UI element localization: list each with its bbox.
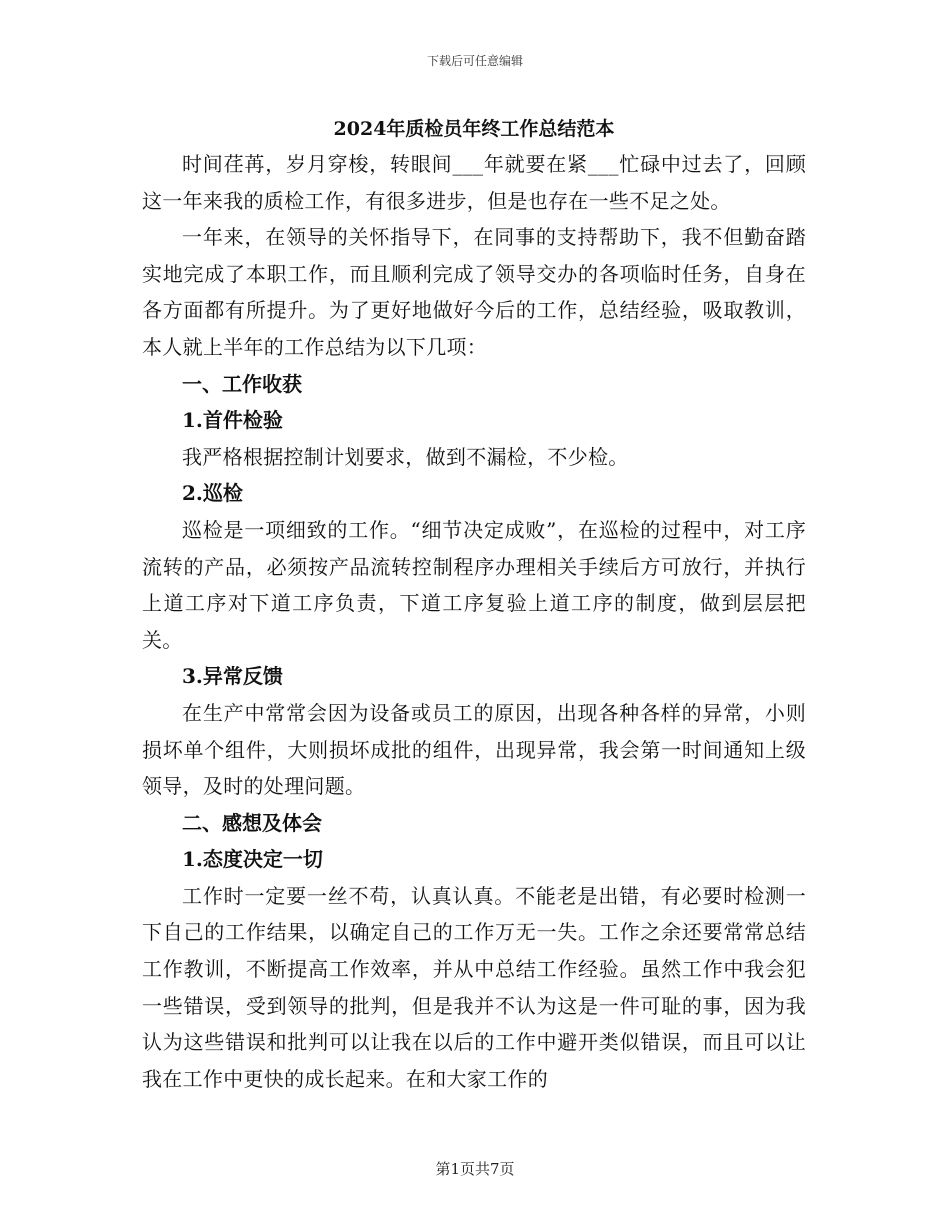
subheading-attitude: 1.态度决定一切: [182, 847, 323, 872]
page-footer: 第1页共7页: [435, 1160, 515, 1178]
document-title: 2024年质检员年终工作总结范本: [333, 118, 615, 140]
section-heading-reflections: 二、感想及体会: [182, 810, 322, 835]
section-heading-work-gains: 一、工作收获: [182, 371, 302, 396]
paragraph-attitude: 工作时一定要一丝不苟，认真认真。不能老是出错，有必要时检测一下自己的工作结果，以确定自己的工作万无一失。工作之余还要常常总结工作教训，不断提高工作效率，并从中总结工作经验。虽然工作中我会犯一些错误，受到领导的批判，但是我并不认为这是一件可耻的事，因为我认为这些错误和批判可以让我在以后的工作中避开类似错误，而且可以让我在工作中更快的成长起来。在和大家工作的: [142, 883, 806, 1091]
paragraph-first-article-inspection: 我严格根据控制计划要求，做到不漏检，不少检。: [182, 444, 629, 469]
paragraph-overview: 一年来，在领导的关怀指导下，在同事的支持帮助下，我不但勤奋踏实地完成了本职工作，而且顺利完成了领导交办的各项临时任务，自身在各方面都有所提升。为了更好地做好今后的工作，总结经验，吸取教训，本人就上半年的工作总结为以下几项：: [142, 225, 806, 359]
document-body: [142, 112, 806, 1097]
subheading-first-article-inspection: 1.首件检验: [182, 408, 283, 433]
page-header: 下载后可任意编辑: [426, 54, 523, 68]
subheading-patrol-inspection: 2.巡检: [182, 481, 243, 506]
paragraph-intro: 时间荏苒，岁月穿梭，转眼间___年就要在紧___忙碌中过去了，回顾这一年来我的质检工作，有很多进步，但是也存在一些不足之处。: [142, 152, 806, 213]
subheading-abnormal-feedback: 3.异常反馈: [182, 664, 283, 689]
paragraph-patrol-inspection: 巡检是一项细致的工作。“细节决定成败”，在巡检的过程中，对工序流转的产品，必须按产品流转控制程序办理相关手续后方可放行，并执行上道工序对下道工序负责，下道工序复验上道工序的制度，做到层层把关。: [142, 517, 806, 652]
paragraph-abnormal-feedback: 在生产中常常会因为设备或员工的原因，出现各种各样的异常，小则损坏单个组件，大则损坏成批的组件，出现异常，我会第一时间通知上级领导，及时的处理问题。: [142, 700, 806, 799]
